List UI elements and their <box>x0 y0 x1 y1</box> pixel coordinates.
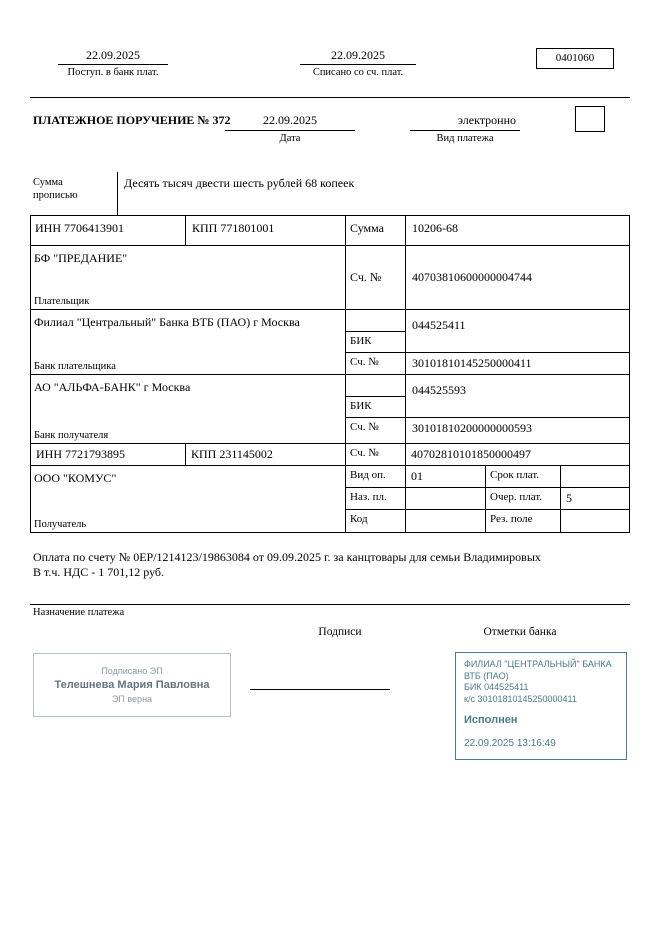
amount-words-value: Десять тысяч двести шесть рублей 68 копеек <box>124 176 355 190</box>
document-title: ПЛАТЕЖНОЕ ПОРУЧЕНИЕ № 372 <box>33 113 231 127</box>
payment-priority-label: Очер. плат. <box>486 488 561 509</box>
ep-signed-label: Подписано ЭП <box>101 666 163 676</box>
bank-stamp-datetime: 22.09.2025 13:16:49 <box>464 738 556 750</box>
amount-words-label-line1: Сумма <box>33 177 63 188</box>
signatures-label: Подписи <box>318 626 362 638</box>
document-date-label: Дата <box>279 133 301 144</box>
purpose-code-value <box>406 488 486 509</box>
payee-bank-bik: 044525593 <box>412 383 466 397</box>
payee-bank-bik-label-col <box>346 375 406 417</box>
top-divider <box>30 97 630 98</box>
ep-signer-name: Телешнева Мария Павловна <box>54 679 210 691</box>
operation-type-label: Вид оп. <box>346 466 406 487</box>
payee-bank-row <box>31 375 629 444</box>
electronic-signature-stamp <box>33 653 231 717</box>
reserve-field-value <box>561 510 629 532</box>
amount-words-section <box>30 172 630 215</box>
bank-stamp <box>455 652 627 760</box>
payer-inn: ИНН 7706413901 <box>31 216 186 245</box>
payee-bank-bik-row <box>346 375 629 418</box>
payer-bank-bik-label-col <box>346 310 406 352</box>
payment-table <box>30 215 630 533</box>
form-code-box: 0401060 <box>536 48 614 69</box>
received-date: 22.09.2025 <box>58 48 168 65</box>
payment-term-value <box>561 466 629 487</box>
purpose-line-1: Оплата по счету № 0ЕР/1214123/19863084 от 09.09.2025 г. за канцтовары для семьи Владимировых <box>33 550 541 564</box>
bank-stamp-branch-line1: ФИЛИАЛ "ЦЕНТРАЛЬНЫЙ" БАНКА <box>464 659 612 669</box>
reserve-field-label: Рез. поле <box>486 510 561 532</box>
payee-bank-section-label: Банк получателя <box>34 430 109 441</box>
payee-bank-cell <box>31 375 346 443</box>
payee-account-label: Сч. № <box>346 444 406 465</box>
header-empty-box <box>575 106 605 132</box>
received-date-group <box>58 48 168 78</box>
payment-term-label: Срок плат. <box>486 466 561 487</box>
payer-row <box>31 246 629 310</box>
payment-kind-group <box>410 110 520 144</box>
debited-date-group <box>300 48 416 78</box>
payment-priority-row <box>346 488 629 510</box>
payer-bank-section-label: Банк плательщика <box>34 361 116 372</box>
payment-kind-label: Вид платежа <box>436 133 494 144</box>
payee-inn: ИНН 7721793895 <box>31 444 186 465</box>
purpose-text <box>30 550 630 580</box>
payer-bank-account-row <box>346 353 629 374</box>
sum-label: Сумма <box>346 216 406 245</box>
payer-account-label: Сч. № <box>346 246 406 309</box>
purpose-section <box>30 604 630 618</box>
bank-stamp-status: Исполнен <box>464 713 518 726</box>
amount-words-label <box>30 172 118 215</box>
payment-details-grid <box>346 466 629 532</box>
code-value <box>406 510 486 532</box>
operation-type-value: 01 <box>406 466 486 487</box>
payee-bank-codes <box>346 375 629 443</box>
payee-inn-row <box>31 444 629 466</box>
top-dates-row <box>30 48 630 78</box>
payment-kind-value: электронно <box>410 110 520 131</box>
code-row <box>346 510 629 532</box>
purpose-section-label: Назначение платежа <box>33 607 125 618</box>
payer-section-label: Плательщик <box>34 296 90 307</box>
payee-row <box>31 466 629 532</box>
signature-line <box>250 689 390 690</box>
payee-section-label: Получатель <box>34 519 87 530</box>
ep-valid-label: ЭП верна <box>111 694 153 704</box>
payer-bank-codes <box>346 310 629 374</box>
sum-value: 10206-68 <box>412 221 458 235</box>
payer-bank-account: 30101810145250000411 <box>412 356 532 370</box>
payee-bank-account-row <box>346 418 629 443</box>
debited-date: 22.09.2025 <box>300 48 416 65</box>
payer-bank-bik-row <box>346 310 629 353</box>
purpose-line-2: В т.ч. НДС - 1 701,12 руб. <box>33 565 165 579</box>
code-label: Код <box>346 510 406 532</box>
payer-bank-bik-label: БИК <box>346 331 405 352</box>
amount-words-label-line2: прописью <box>33 190 78 201</box>
received-date-label: Поступ. в банк плат. <box>67 67 159 78</box>
payer-bank-bik: 044525411 <box>412 318 466 332</box>
bank-marks-label: Отметки банка <box>483 626 557 638</box>
payer-name: БФ "ПРЕДАНИЕ" <box>34 251 128 265</box>
bank-stamp-bik: БИК 044525411 <box>464 682 529 693</box>
payee-account: 40702810101850000497 <box>411 447 531 461</box>
header-row <box>30 110 630 158</box>
payee-bank-name: АО "АЛЬФА-БАНК" г Москва <box>34 380 191 394</box>
payee-kpp: КПП 231145002 <box>186 444 346 465</box>
payee-bank-account-label: Сч. № <box>346 418 406 443</box>
payer-bank-name: Филиал "Центральный" Банка ВТБ (ПАО) г Москва <box>34 315 300 329</box>
bank-stamp-branch-line2: ВТБ (ПАО) <box>464 670 509 681</box>
payer-inn-row <box>31 216 629 246</box>
payment-priority-value: 5 <box>566 491 572 505</box>
document-date-group <box>225 110 355 144</box>
payee-bank-account: 30101810200000000593 <box>412 421 532 435</box>
payer-bank-row <box>31 310 629 375</box>
purpose-code-label: Наз. пл. <box>346 488 406 509</box>
operation-type-row <box>346 466 629 488</box>
debited-date-label: Списано со сч. плат. <box>312 67 404 78</box>
payer-kpp: КПП 771801001 <box>186 216 346 245</box>
payer-bank-account-label: Сч. № <box>346 353 406 374</box>
payer-bank-cell <box>31 310 346 374</box>
document-date: 22.09.2025 <box>225 110 355 131</box>
payer-account: 40703810600000004744 <box>412 270 532 284</box>
bank-stamp-corr-account: к/с 30101810145250000411 <box>464 694 577 705</box>
payee-name: ООО "КОМУС" <box>34 471 117 485</box>
payee-bank-bik-label: БИК <box>346 396 405 417</box>
payee-cell <box>31 466 346 532</box>
payer-cell <box>31 246 346 309</box>
